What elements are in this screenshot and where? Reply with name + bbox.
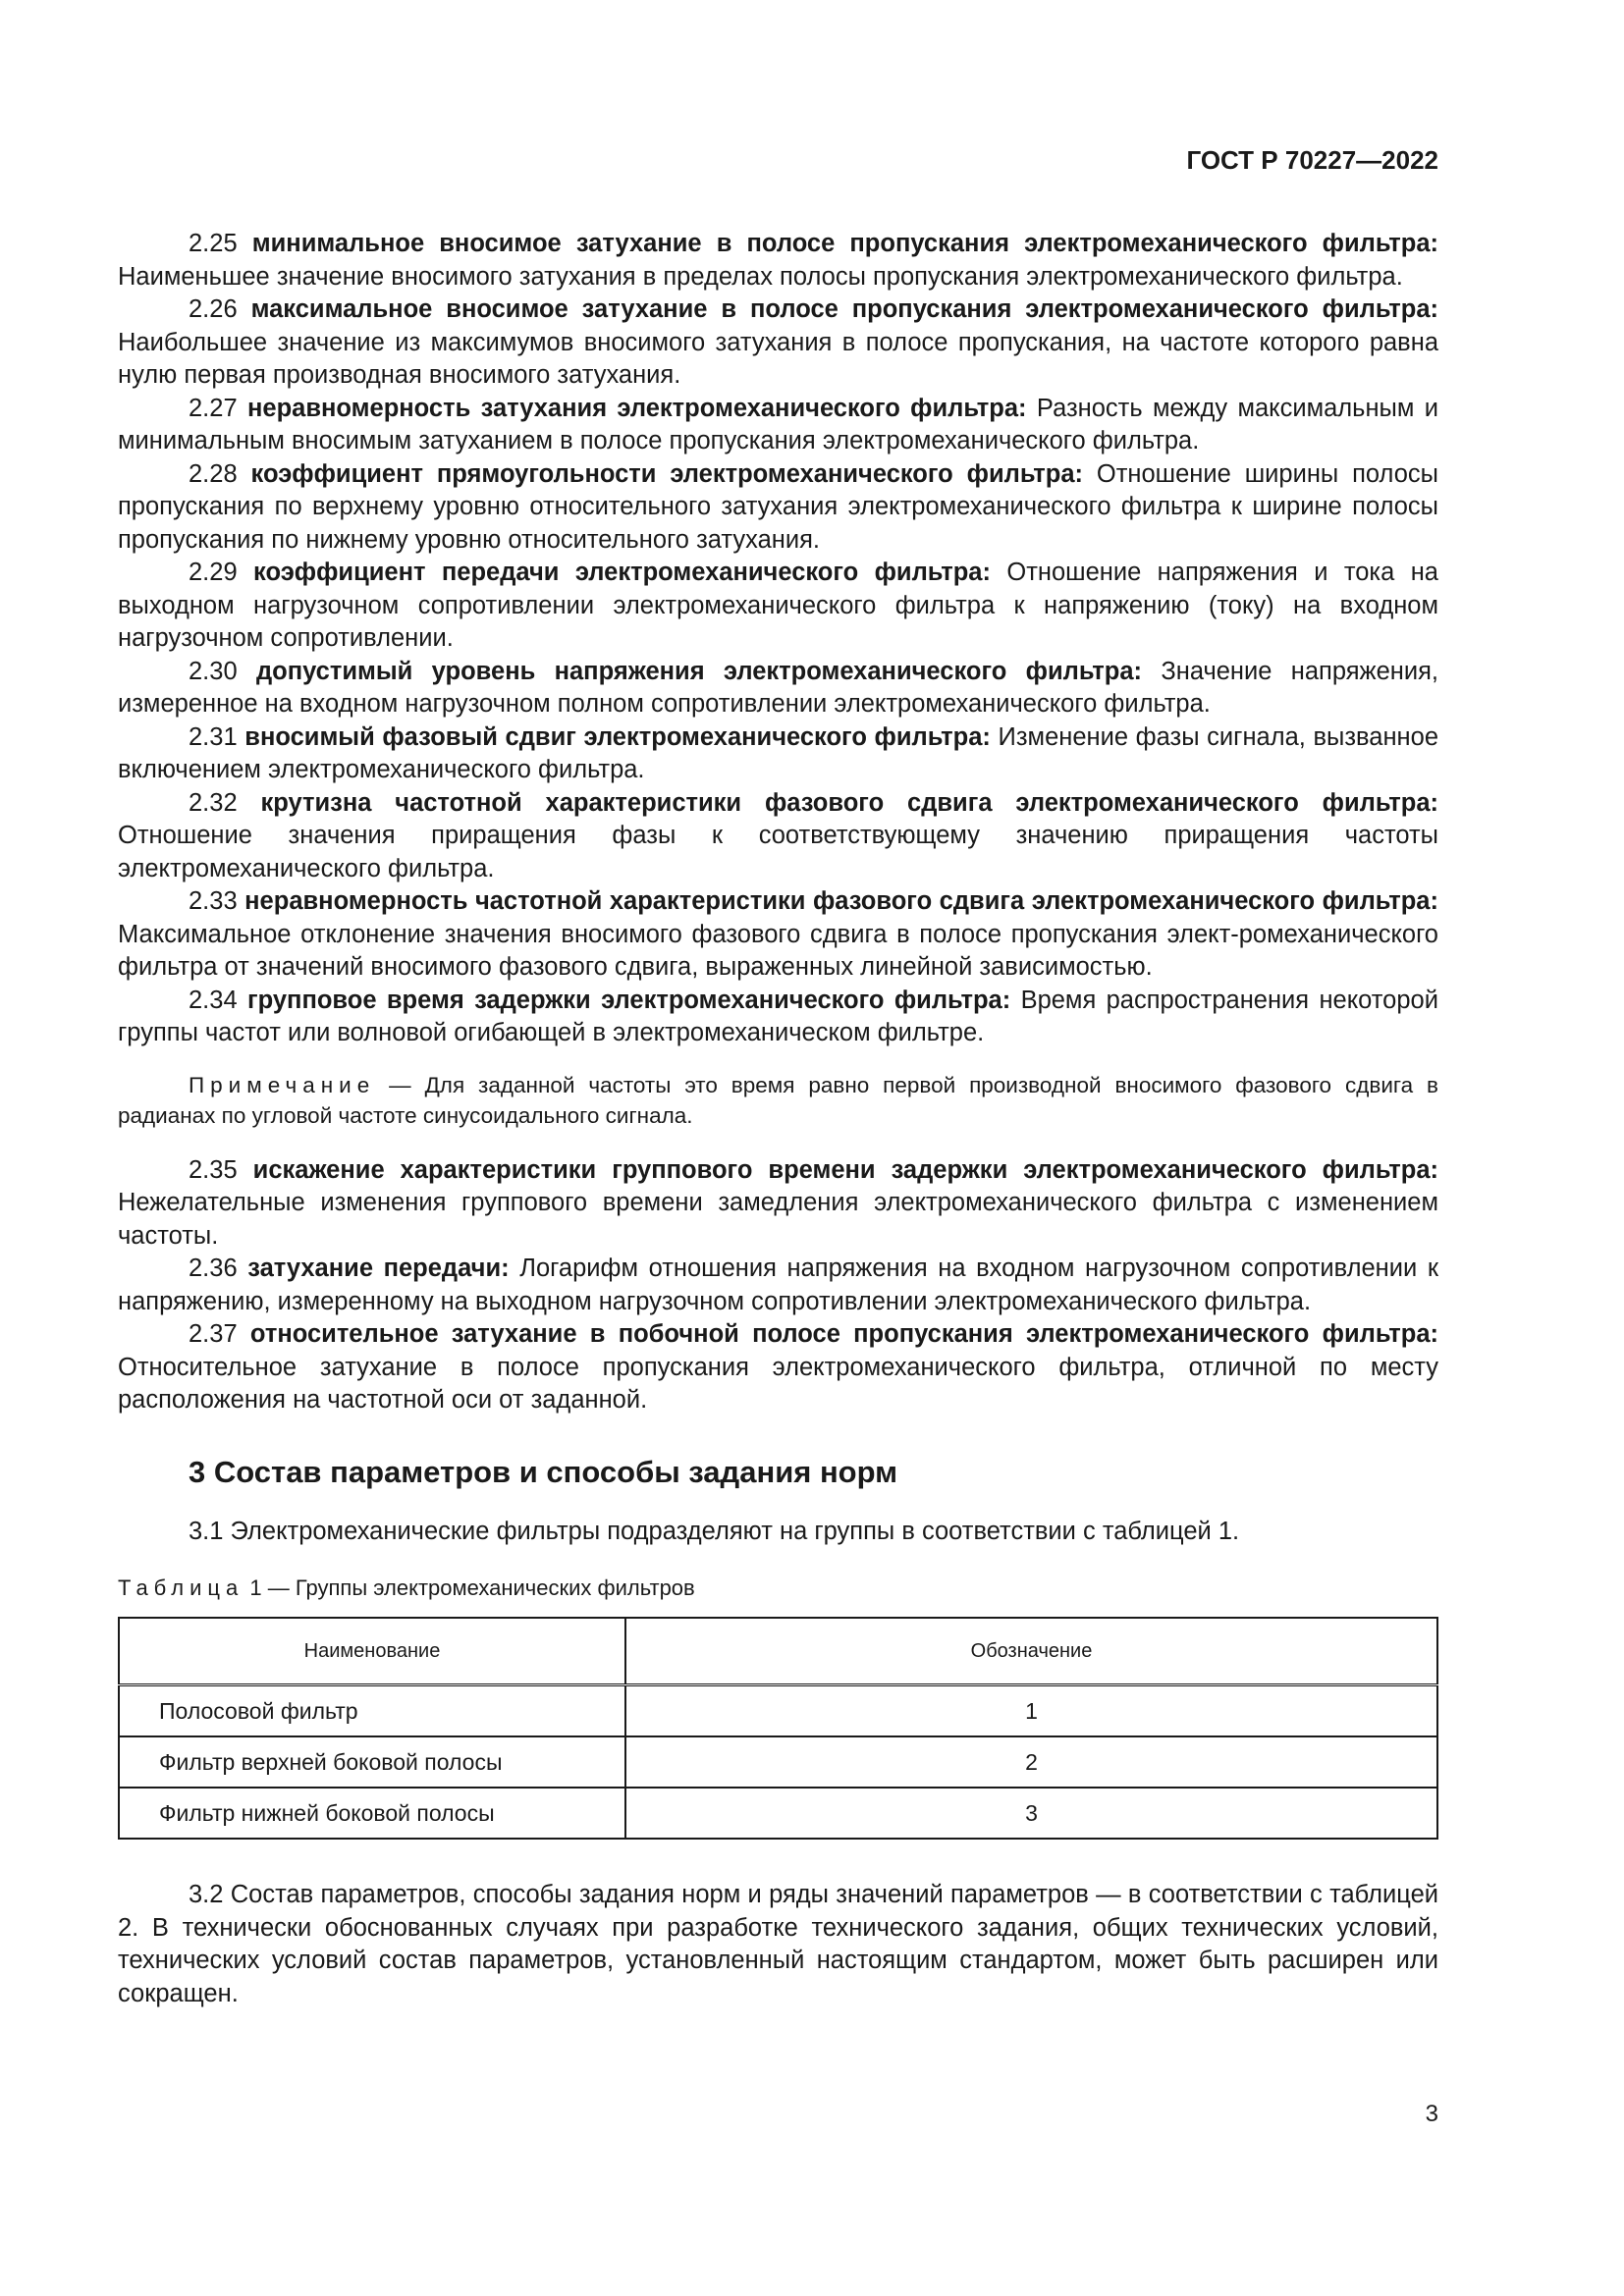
- term-number: 2.27: [189, 394, 238, 422]
- cell-code: 1: [625, 1685, 1437, 1737]
- term-entry: [118, 721, 1438, 787]
- term-title: коэффициент передачи электромеханического фильтра:: [253, 559, 991, 586]
- cell-name: Полосовой фильтр: [119, 1685, 625, 1737]
- table-caption-text: 1 — Группы электромеханических фильтров: [249, 1575, 695, 1600]
- term-entry: [118, 228, 1438, 294]
- term-entry: [118, 458, 1438, 558]
- term-number: 2.36: [189, 1255, 238, 1282]
- cell-code: 3: [625, 1788, 1437, 1839]
- cell-name: Фильтр нижней боковой полосы: [119, 1788, 625, 1839]
- term-number: 2.32: [189, 788, 238, 817]
- term-entry: [118, 393, 1438, 458]
- table-caption-label: Таблица: [118, 1575, 244, 1600]
- term-title: неравномерность затухания электромеханического фильтра:: [247, 394, 1027, 422]
- term-definition: Время распространения некоторой группы частот или волновой огибающей в электромеханическом фильтре.: [118, 986, 1438, 1046]
- term-definition: Относительное затухание в полосе пропускания электромеханического фильтра, отличной по месту расположения на частотной оси от заданной.: [118, 1353, 1438, 1414]
- term-title: неравномерность частотной характеристики фазового сдвига электромеханического фильтра:: [244, 887, 1438, 915]
- section-title: 3 Состав параметров и способы задания норм: [189, 1454, 898, 1489]
- table-caption: [118, 1575, 1438, 1601]
- term-number: 2.28: [189, 459, 238, 488]
- table-row: [119, 1736, 1437, 1788]
- term-entry: [118, 557, 1438, 656]
- table-row: [119, 1685, 1437, 1737]
- term-title: допустимый уровень напряжения электромеханического фильтра:: [255, 657, 1143, 685]
- term-number: 2.33: [189, 887, 238, 915]
- page-number: 3: [1425, 2101, 1438, 2127]
- cell-code: 2: [625, 1736, 1437, 1788]
- term-definition: Отношение значения приращения фазы к соответствующему значению приращения частоты электромеханического фильтра.: [118, 822, 1438, 882]
- term-definition: Наименьшее значение вносимого затухания в пределах полосы пропускания электромеханического фильтра.: [118, 262, 1403, 291]
- term-number: 2.35: [189, 1155, 238, 1184]
- column-header-code: Обозначение: [625, 1618, 1437, 1685]
- document-id-header: ГОСТ Р 70227—2022: [1186, 145, 1438, 175]
- term-title: коэффициент прямоугольности электромеханического фильтра:: [250, 459, 1083, 488]
- term-definition: Нежелательные изменения группового времени замедления электромеханического фильтра с изменением частоты.: [118, 1189, 1438, 1250]
- term-definition: Наибольшее значение из максимумов вносимого затухания в полосе пропускания, на частоте которого равна нулю первая производная вносимого затухания.: [118, 328, 1438, 389]
- term-title: групповое время задержки электромеханического фильтра:: [247, 986, 1011, 1014]
- term-entry: [118, 294, 1438, 393]
- note-text: — Для заданной частоты это время равно первой производной вносимого фазового сдвига в радианах по угловой частоте синусоидального сигнала.: [118, 1072, 1438, 1128]
- note-label: Примечание: [189, 1072, 376, 1097]
- term-entry: [118, 1154, 1438, 1254]
- document-body: [118, 228, 1438, 2010]
- term-title: относительное затухание в побочной полосе пропускания электромеханического фильтра:: [249, 1320, 1438, 1348]
- table-row: [119, 1788, 1437, 1839]
- term-number: 2.25: [189, 230, 238, 257]
- paragraph-3-2: 3.2 Состав параметров, способы задания норм и ряды значений параметров — в соответствии с таблицей 2. В технически обоснованных случаях при разработке технического задания, общих технических условий, технических условий состав параметров, установленный настоящим стандартом, может быть расширен или сокращен.: [118, 1881, 1438, 2007]
- term-entry: [118, 985, 1438, 1050]
- term-title: затухание передачи:: [247, 1255, 510, 1282]
- term-number: 2.34: [189, 986, 238, 1014]
- column-header-name: Наименование: [119, 1618, 625, 1685]
- term-entry: [118, 787, 1438, 886]
- term-entry: [118, 1253, 1438, 1318]
- term-definition: Максимальное отклонение значения вносимого фазового сдвига в полосе пропускания элект-ромеханического фильтра от значений вносимого фазового сдвига, выраженных линейной зависимостью.: [118, 920, 1438, 981]
- term-title: минимальное вносимое затухание в полосе пропускания электромеханического фильтра:: [251, 230, 1438, 257]
- term-entry: [118, 885, 1438, 985]
- term-definition: Отношение напряжения и тока на выходном нагрузочном сопротивлении электромеханического фильтра к напряжению (току) на входном нагрузочном сопротивлении.: [118, 559, 1438, 652]
- term-title: искажение характеристики группового времени задержки электромеханического фильтра:: [252, 1155, 1438, 1184]
- term-number: 2.29: [189, 559, 238, 586]
- term-definition: Разность между максимальным и минимальным вносимым затуханием в полосе пропускания электромеханического фильтра.: [118, 394, 1439, 454]
- cell-name: Фильтр верхней боковой полосы: [119, 1736, 625, 1788]
- table-header-row: [119, 1618, 1437, 1685]
- term-title: крутизна частотной характеристики фазового сдвига электромеханического фильтра:: [260, 788, 1438, 817]
- term-definition: Значение напряжения, измеренное на входном нагрузочном полном сопротивлении электромеханического фильтра.: [118, 657, 1438, 718]
- term-entry: [118, 1318, 1438, 1417]
- term-number: 2.37: [189, 1320, 238, 1348]
- filter-groups-table: [118, 1617, 1438, 1840]
- term-entry: [118, 656, 1438, 721]
- term-number: 2.31: [189, 722, 238, 751]
- term-title: максимальное вносимое затухание в полосе пропускания электромеханического фильтра:: [250, 295, 1438, 323]
- term-definition: Отношение ширины полосы пропускания по верхнему уровню относительного затухания электромеханического фильтра к ширине полосы пропускания по нижнему уровню относительного затухания.: [118, 459, 1438, 554]
- term-number: 2.30: [189, 657, 238, 685]
- paragraph-3-1: 3.1 Электромеханические фильтры подразделяют на группы в соответствии с таблицей 1.: [189, 1517, 1240, 1545]
- term-definition: Логарифм отношения напряжения на входном нагрузочном сопротивлении к напряжению, измеренному на выходном нагрузочном сопротивлении электромеханического фильтра.: [118, 1255, 1438, 1315]
- term-number: 2.26: [189, 295, 238, 323]
- term-title: вносимый фазовый сдвиг электромеханического фильтра:: [244, 722, 991, 751]
- term-definition: Изменение фазы сигнала, вызванное включением электромеханического фильтра.: [118, 722, 1439, 783]
- note: [118, 1070, 1438, 1131]
